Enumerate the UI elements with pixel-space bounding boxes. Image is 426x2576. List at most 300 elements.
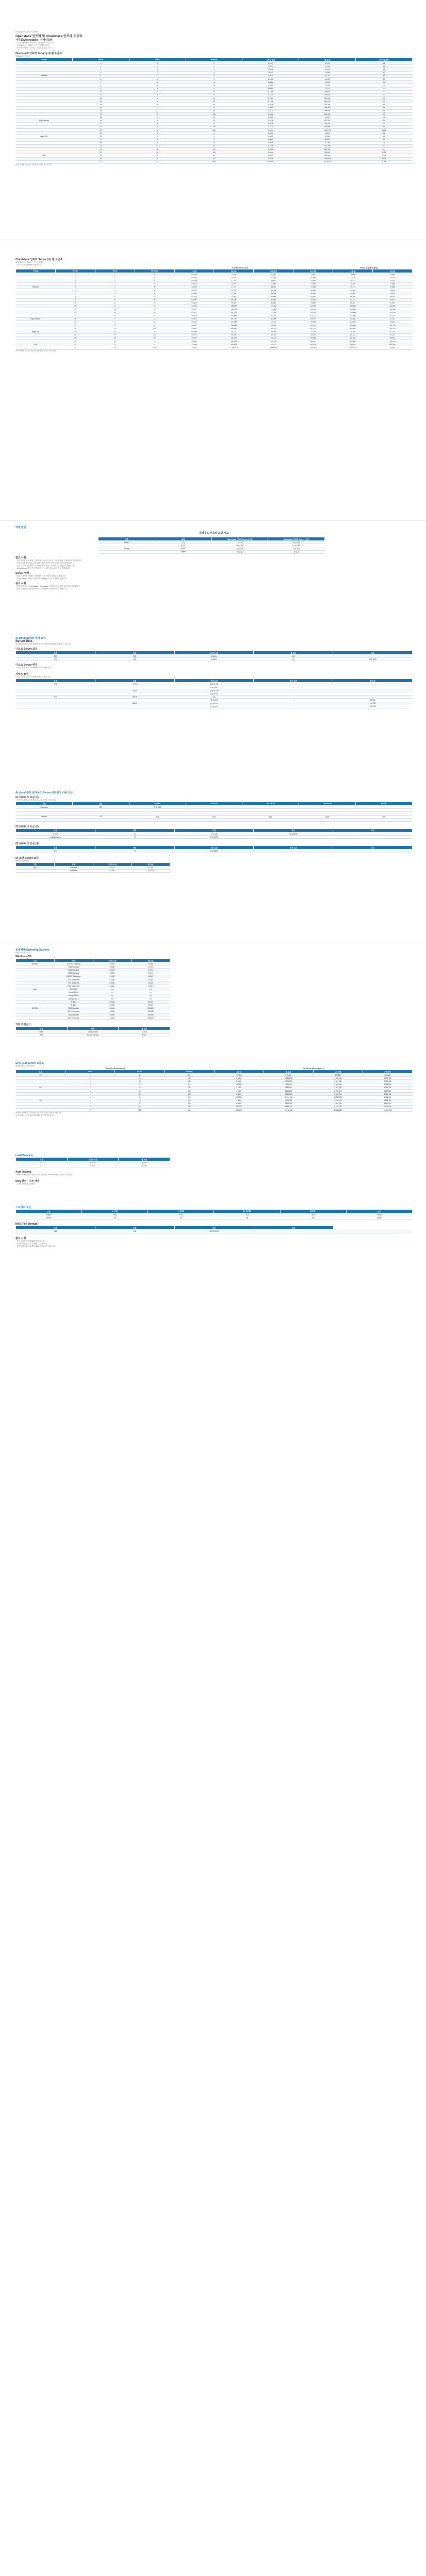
table-cell: 16	[356, 62, 413, 65]
table-cell: 114,647	[254, 320, 293, 324]
table-cell: 2,759,400	[363, 1080, 412, 1083]
column-header: 0~10TB	[129, 802, 186, 806]
table-cell: 0.1818	[242, 119, 299, 122]
table-cell: 1,259	[356, 151, 413, 154]
table-cell	[16, 1016, 55, 1020]
table-cell: 19	[55, 330, 95, 333]
table-cell: 530,856	[299, 125, 356, 128]
table-cell: 0.0386	[174, 330, 214, 333]
table-cell: 50,720	[333, 333, 373, 336]
table-cell: 148,847	[214, 304, 254, 308]
table-cell: 133,962	[254, 304, 293, 308]
table-cell: 0.0300	[93, 969, 132, 972]
table-cell: 21,900	[132, 969, 170, 972]
table-cell: 1.0944	[242, 151, 299, 154]
table-cell: 1GB 당 100	[174, 683, 254, 686]
dns-title: DNS 관리 · 기본 제공	[15, 1180, 40, 1183]
table-cell: 1.3000	[93, 1010, 132, 1013]
table-cell: 시간 단위	[268, 547, 325, 550]
table-cell: 8	[95, 324, 135, 327]
table-cell: Outbound	[16, 806, 73, 809]
table-cell: 16	[115, 1099, 165, 1102]
notes-title-2: Server 약정	[15, 571, 29, 575]
table-cell: 월 단위	[211, 550, 268, 553]
table-cell: Archive	[16, 1216, 82, 1219]
table-cell: 무료	[132, 988, 170, 991]
note-3: · 약정 중 서버 사양 변경 시 변경된 사양 기준으로 약정 요금이 다시 적용됩니다.	[15, 564, 75, 567]
table-header-row	[16, 862, 170, 866]
table-cell: 32	[129, 113, 186, 116]
table-cell: 32	[135, 311, 174, 314]
table-cell: 8	[65, 1096, 115, 1099]
section-gpu	[15, 1061, 413, 1117]
column-header: Cloudstack 인프라 Server (시간)	[268, 537, 325, 541]
table-cell: 4	[65, 1093, 115, 1096]
table-cell: 8	[129, 87, 186, 90]
table-cell: -	[333, 683, 413, 686]
table-cell: 949,000	[132, 1016, 170, 1020]
table-cell: 16	[129, 100, 186, 103]
table-cell: 4	[135, 282, 174, 285]
table-cell: 0.0600	[93, 975, 132, 978]
service-note: · 서비스 이용 요금은 사용량에 따라 부과됩니다.	[15, 676, 51, 679]
table-cell: 2	[135, 279, 174, 282]
table-cell: 1	[135, 273, 174, 276]
table-cell: PBS	[16, 866, 55, 869]
table-cell: 1년 / 3년	[211, 541, 268, 544]
table-cell: 20	[55, 333, 95, 336]
table-cell: 1.3000	[93, 1016, 132, 1020]
table-cell: 14,454,000	[363, 1109, 412, 1112]
table-cell: 84,534	[293, 336, 333, 340]
table-cell: 13,031	[373, 279, 413, 282]
table-cell: 0.3636	[242, 122, 299, 125]
table-cell: 95,539	[293, 320, 333, 324]
table-subtitle: 월 최대 요금은 730시간 기준으로 계산	[15, 261, 44, 263]
table-cell: 2.5200	[214, 1077, 264, 1080]
table-cell: Rocky Linux 8	[54, 997, 93, 1001]
table-cell: 185	[356, 141, 413, 144]
table-cell: 55,790	[293, 295, 333, 298]
table-cell: 0.0600	[93, 981, 132, 985]
table-cell: 96	[115, 1096, 165, 1099]
table-cell: 23원	[148, 1213, 214, 1216]
section-os	[15, 948, 413, 1037]
table-cell: 919,800	[264, 1074, 313, 1077]
table-cell: 21	[55, 336, 95, 340]
gpu-note-2: ※ 약정 할인은 1년 10%, 3년 25% 할인이 적용됩니다.	[15, 1114, 55, 1117]
table-cell: 25	[72, 138, 129, 141]
section-lb	[15, 1154, 413, 1185]
table-cell: 458,652	[254, 327, 293, 330]
group-hourly: 시간 단위 Server 요금	[231, 267, 249, 269]
column-header: 0~1TB	[82, 1210, 148, 1213]
table-cell: 7,665	[293, 273, 333, 276]
column-header: 비고	[346, 1210, 412, 1213]
section-cloudstack	[15, 258, 413, 352]
table-cell: 17	[72, 113, 129, 116]
table-cell: 8	[135, 292, 174, 295]
table-cell: 2012 R2 Standard	[54, 962, 93, 965]
divider	[0, 520, 426, 521]
table-cell: 2	[129, 71, 186, 74]
table-cell: 9,198	[333, 273, 373, 276]
table-cell: 57,356	[333, 317, 373, 320]
table-cell: 599,184	[299, 148, 356, 151]
table-cell: 56,356	[214, 333, 254, 336]
table-cell: 16	[135, 301, 174, 304]
table-cell: 36,500	[132, 1001, 170, 1004]
note-line: · 표시 요금은 원(KRW) 기준입니다.	[15, 264, 42, 266]
table-cell: 100,000	[333, 702, 413, 705]
column-header: 구분	[16, 651, 95, 655]
table-cell: 2,409,000	[264, 1099, 313, 1102]
table-cell: 32	[95, 340, 135, 343]
table-cell: 2	[95, 282, 135, 285]
table-row	[16, 1033, 170, 1037]
table-cell: 52,013	[293, 298, 333, 301]
table-cell: 7	[55, 292, 95, 295]
table-cell: 0.7272	[242, 125, 299, 128]
table-cell: 6,132,000	[264, 1093, 313, 1096]
column-header: Memory	[165, 1070, 214, 1074]
table-cell: 8	[65, 1083, 115, 1086]
table-cell: 0.3500	[93, 1013, 132, 1016]
table-row	[16, 869, 170, 872]
footer-note-3: · 기타 문의 사항은 고객센터로 연락 주시기 바랍니다.	[15, 1245, 56, 1247]
column-header: Server	[72, 58, 129, 62]
table-cell: 836	[356, 125, 413, 128]
table-cell: 5원	[82, 1216, 148, 1219]
column-header: 항목	[155, 537, 211, 541]
table-cell: 22	[72, 128, 129, 131]
column-header: 150~500TB	[299, 802, 356, 806]
table-cell: 23,944	[214, 282, 254, 285]
table-cell: 13,578	[214, 276, 254, 279]
column-header: 월 요금	[119, 1158, 170, 1161]
table-cell: 229,359	[333, 324, 373, 327]
table-header-row	[16, 1027, 170, 1030]
table-cell: 무료	[174, 696, 254, 699]
table-cell	[16, 160, 73, 163]
table-cell: 64	[135, 324, 174, 327]
table-cell: 16	[135, 295, 174, 298]
table-cell: 21,550	[333, 282, 373, 285]
table-cell: 2	[129, 116, 186, 119]
table-cell: 1GB 당 100	[174, 689, 254, 692]
table-cell: 26,006	[373, 289, 413, 292]
section-reservation	[15, 526, 413, 590]
network-table-1	[15, 802, 413, 822]
column-header: 월 요금	[254, 651, 333, 655]
table-cell: 22	[356, 65, 413, 68]
table-cell: 21,550	[254, 282, 293, 285]
table-cell: 50,000	[333, 699, 413, 702]
table-cell: 5.0400	[242, 160, 299, 163]
nas-title: NAS (File Storage)	[15, 1223, 38, 1226]
column-header: 구분	[16, 802, 73, 806]
table-cell: -	[254, 696, 333, 699]
table-cell: 7,227,000	[363, 1105, 412, 1108]
table-cell: 시간 단위	[211, 547, 268, 550]
table-cell: 16	[129, 141, 186, 144]
table-cell: 1GB	[95, 658, 174, 661]
table-cell: 64	[129, 151, 186, 154]
table-cell: 21원	[214, 1213, 280, 1216]
table-cell: 101,441	[333, 336, 373, 340]
note-1: · 약정 할인은 서버 생성 시 선택할 수 있으며, 약정 기간 중 해지 시 위약금이 발생합니다.	[15, 559, 82, 562]
section-title: 스토리지 요금	[15, 1206, 31, 1209]
table-cell: 191,771	[214, 311, 254, 314]
table-cell: 16	[129, 97, 186, 100]
table-cell: 9	[72, 87, 129, 90]
table-cell: 620,208	[299, 113, 356, 116]
column-header: Group	[16, 58, 73, 62]
table-cell: 14,673	[299, 132, 356, 135]
column-header: 용량	[95, 651, 174, 655]
table-cell: 12,220	[333, 276, 373, 279]
table-cell: 124,896	[254, 308, 293, 311]
column-header: 단위	[72, 802, 129, 806]
table-cell: Server	[99, 541, 155, 544]
table-cell: 1	[186, 62, 242, 65]
table-cell: 382,210	[373, 327, 413, 330]
table-cell: 16	[95, 327, 135, 330]
table-cell: 43,099	[254, 292, 293, 295]
table-cell: 720	[165, 1096, 214, 1099]
table-cell: 13	[55, 311, 95, 314]
table-cell: 32	[186, 93, 242, 96]
table-cell: -	[254, 692, 333, 695]
table-cell: 255,500	[132, 1007, 170, 1010]
table-cell: 128	[186, 113, 242, 116]
table-cell: 1,839,600	[299, 157, 356, 160]
table-cell: 21,134	[373, 330, 413, 333]
note-7: · 약정 할인 요금은 Openstack / Cloudstack 인프라 모두 동일한 할인율이 적용됩니다.	[15, 585, 80, 587]
section-disk	[15, 636, 413, 708]
table-cell: 456	[356, 106, 413, 109]
note-6: · 약정은 Server 단위로 적용되며 Storage 요금은 포함되지 않습니다.	[15, 577, 68, 580]
table-cell: -	[333, 692, 413, 695]
table-title: 클라우드 인프라 요금 비교	[199, 532, 229, 535]
table-cell: 0.0186	[174, 276, 214, 279]
table-cell: 32	[129, 160, 186, 163]
table-row	[16, 1109, 413, 1112]
table-cell: 0.0684	[242, 81, 299, 84]
column-header: 구분	[16, 828, 95, 832]
table-cell: 0.0509	[174, 285, 214, 289]
table-cell: 1,061,712	[299, 128, 356, 131]
table-cell: 4	[135, 289, 174, 292]
os-wrap	[15, 958, 170, 1020]
table-cell: 104,080	[373, 308, 413, 311]
column-header: 1년 약정	[254, 269, 293, 273]
table-cell: 111,635	[293, 304, 333, 308]
table-cell: 5,518,800	[363, 1083, 412, 1086]
table-cell: 43,800	[132, 981, 170, 985]
table-cell: 1,149,750	[363, 1086, 412, 1089]
table-cell: 90	[165, 1086, 214, 1089]
table-cell: 10,184	[373, 276, 413, 279]
group-b: Tier Server (Reservation 2)	[302, 1067, 324, 1070]
table-cell: 297,694	[214, 314, 254, 317]
column-header: 구분	[16, 1226, 95, 1230]
table-cell: 2019 Standard	[54, 1007, 93, 1010]
table-cell: 2019 Datacenter	[54, 981, 93, 985]
table-cell: 31,208	[254, 289, 293, 292]
column-header: 단위	[95, 846, 174, 850]
table-cell: 418	[356, 122, 413, 125]
table-cell: 1년 / 3년	[268, 541, 325, 544]
table-cell: 0.0500	[93, 1001, 132, 1004]
net-table-1-title: 01 네트워크 요금 (1)	[15, 796, 39, 799]
table-cell: 24	[115, 1089, 165, 1092]
table-cell: 74,387	[214, 295, 254, 298]
table-cell: 4	[186, 71, 242, 74]
section-storage	[15, 1206, 413, 1248]
table-cell: Ubuntu 20.04	[54, 991, 93, 994]
table-cell: 4	[95, 320, 135, 324]
table-cell: 24	[55, 346, 95, 349]
column-header: 월 요금	[264, 1070, 313, 1074]
table-cell: 8	[55, 295, 95, 298]
table-cell: 1,655,640	[313, 1077, 363, 1080]
table-cell: 2	[72, 65, 129, 68]
table-cell: 2016 Datacenter	[54, 978, 93, 981]
column-header: 시간 단위 할인	[356, 58, 413, 62]
table-cell: 51	[254, 658, 333, 661]
pbs-table	[15, 862, 170, 873]
table-cell: 70원	[186, 815, 242, 818]
table-cell: 0.3491	[174, 324, 214, 327]
license-wrap	[15, 1026, 170, 1037]
table-cell: 개	[95, 850, 174, 853]
table-cell: 13	[72, 100, 129, 103]
cloudstack-price-table	[15, 269, 413, 350]
table-cell: 13,031	[293, 279, 333, 282]
table-cell: 9,198,000	[363, 1096, 412, 1099]
table-cell: 스냅샷	[95, 683, 174, 686]
table-cell: 62,415	[333, 298, 373, 301]
table-cell: 2019 Standard	[54, 969, 93, 972]
table-cell: 협의	[356, 815, 413, 818]
table-cell: 2019 Enterprise	[54, 1010, 93, 1013]
table-cell: High Memory	[16, 119, 73, 122]
section-subtitle: NVIDIA GPU 기반 Server	[15, 1065, 35, 1067]
column-header: 구분	[16, 679, 95, 683]
table-cell: 1.2600	[214, 1074, 264, 1077]
column-header: 구분	[16, 846, 95, 850]
table-cell: 0.0402	[242, 135, 299, 138]
table-header-row	[16, 802, 413, 806]
table-cell: 0.5472	[242, 109, 299, 112]
table-cell: 978	[356, 113, 413, 116]
table-cell: 267,925	[254, 314, 293, 317]
table-cell: 64	[135, 314, 174, 317]
table-cell: 3	[55, 279, 95, 282]
table-cell: HDD	[16, 658, 95, 661]
table-cell: 4	[95, 330, 135, 333]
table-cell: 64	[186, 103, 242, 106]
table-cell: DDoS	[95, 702, 174, 705]
table-cell: 35,916	[373, 292, 413, 295]
table-cell	[186, 818, 242, 821]
table-cell: 28	[356, 68, 413, 71]
table-cell: Office	[16, 1030, 68, 1033]
table-footnote: ※ 약정 할인 요금은 약정 기간 동안 월 단위로 청구됩니다.	[15, 349, 58, 352]
table-cell: 47,797	[373, 317, 413, 320]
table-cell: 1GB 당 70	[174, 692, 254, 695]
table-cell: 26	[72, 141, 129, 144]
table-header-row	[16, 58, 413, 62]
column-header: Server	[55, 269, 95, 273]
table-subtitle: Standard 서버 구성	[15, 55, 30, 57]
table-cell: 월 150,000	[174, 705, 254, 708]
table-cell: 1	[65, 1086, 115, 1089]
table-cell: 월 100,000원	[174, 1230, 254, 1233]
table-cell: 122	[356, 84, 413, 87]
table-cell: 0.0248	[242, 68, 299, 71]
table-cell: 16	[186, 97, 242, 100]
table-cell: 289,080	[299, 106, 356, 109]
table-cell: RHEL 8	[54, 1001, 93, 1004]
table-cell: 2022 Enterprise	[54, 1016, 93, 1020]
table-cell: 4	[65, 1105, 115, 1108]
table-cell: 0.4248	[242, 103, 299, 106]
column-header: 비고	[333, 846, 413, 850]
table-cell: GB/월	[346, 1213, 412, 1216]
table-cell: 2	[186, 68, 242, 71]
table-cell: 0.0500	[93, 1004, 132, 1007]
table-cell: 25,360	[254, 330, 293, 333]
table-cell: 51,100	[132, 866, 170, 869]
table-cell: 47,797	[293, 317, 333, 320]
table-cell: 보안	[16, 696, 95, 699]
table-cell: Premium	[54, 869, 93, 872]
table-cell: 43,800	[132, 985, 170, 988]
table-cell: -	[254, 850, 333, 853]
table-cell: 18	[55, 327, 95, 330]
column-header: 500TB~	[356, 802, 413, 806]
table-cell: 0.8208	[242, 148, 299, 151]
table-cell: 0.0140	[174, 273, 214, 276]
table-cell: 7,358,400	[264, 1083, 313, 1086]
table-cell: 무료	[132, 991, 170, 994]
table-cell: 0.0300	[93, 962, 132, 965]
column-header: Memory	[135, 269, 174, 273]
table-cell: 1,766,016	[214, 346, 254, 349]
table-cell: Internet	[16, 815, 73, 818]
column-header: 버전	[54, 959, 93, 962]
table-cell: 32	[186, 119, 242, 122]
table-cell: 32	[135, 320, 174, 324]
table-cell: 10,184	[293, 276, 333, 279]
table-cell: 2.5200	[242, 157, 299, 160]
table-cell: 57	[356, 77, 413, 80]
table-cell: 23	[72, 132, 129, 135]
table-cell: 3,311,280	[313, 1080, 363, 1083]
note-line-1: · 요금은 VAT 별도 금액이며, 시간 단위로 과금됩니다.	[15, 42, 55, 44]
table-cell: RHEL 9	[54, 1004, 93, 1007]
table-cell: 0.4078	[174, 314, 214, 317]
table-cell: 14,162	[299, 65, 356, 68]
table-cell	[99, 550, 155, 553]
table-cell: 16	[186, 84, 242, 87]
table-cell: 99,864	[299, 90, 356, 93]
column-header: GPU	[65, 1070, 115, 1074]
table-cell: 8	[129, 122, 186, 125]
table-cell: 0.1544	[174, 336, 214, 340]
